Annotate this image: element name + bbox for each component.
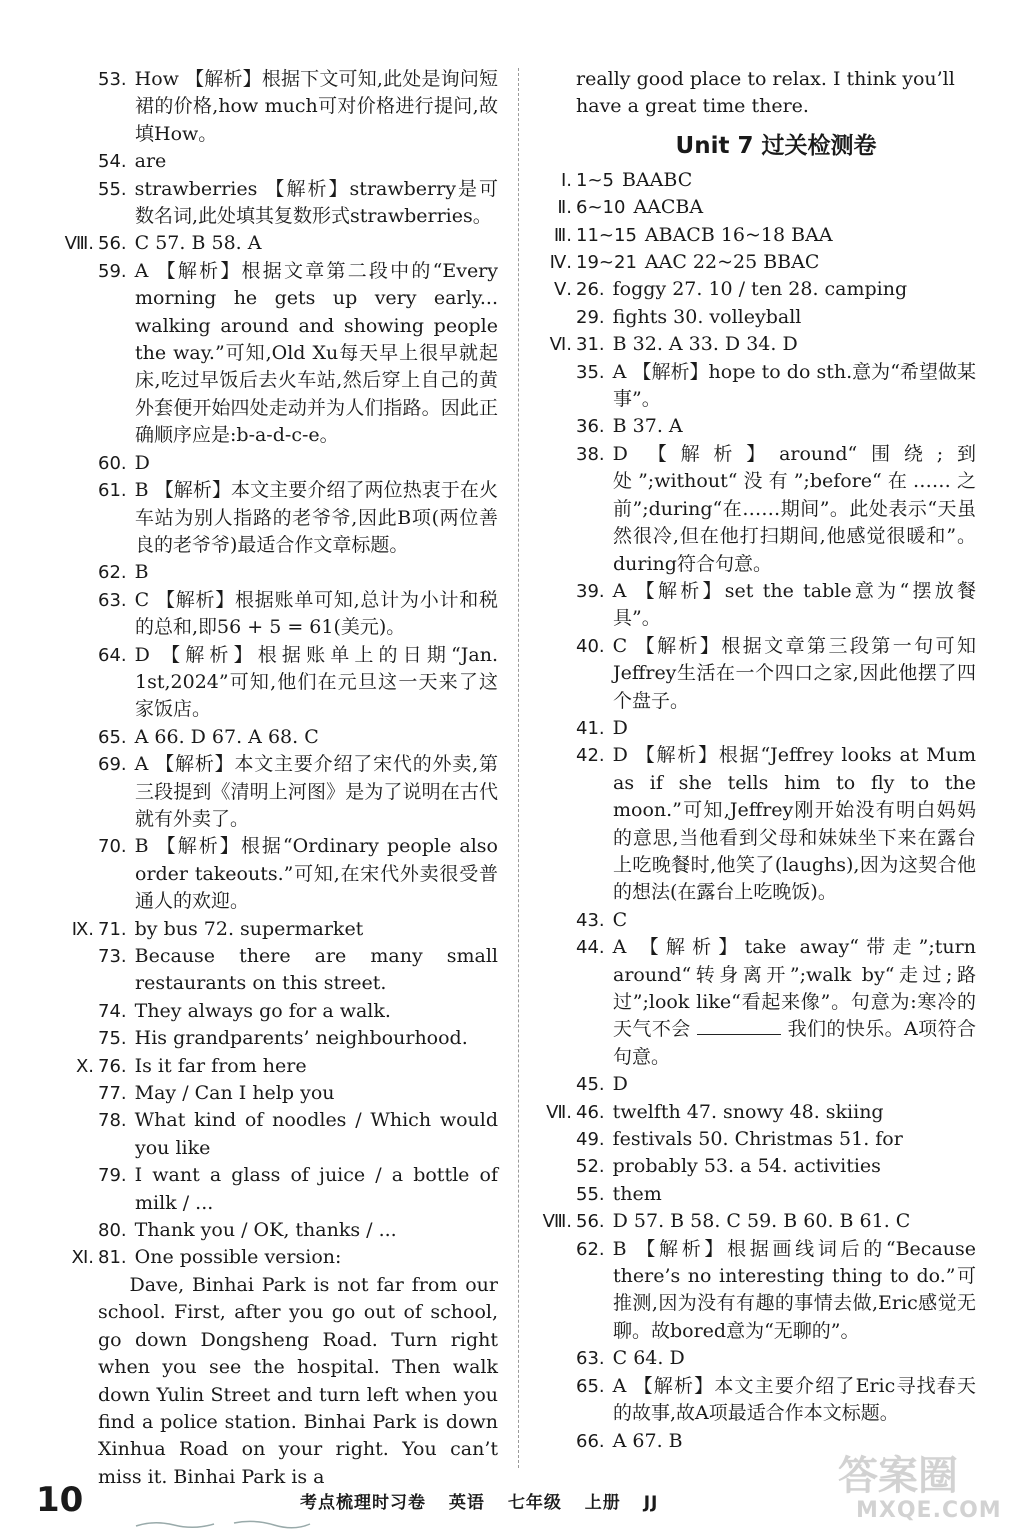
- section-numeral: Ⅺ.: [71, 1247, 94, 1269]
- footer-grade: 七年级: [507, 1493, 562, 1513]
- question-number: 56.: [98, 233, 127, 255]
- answer-entry: [576, 578, 976, 633]
- answer-text: AAC 22~25 BBAC: [644, 251, 820, 274]
- section-numeral: Ⅲ.: [553, 224, 572, 246]
- answer-entry: [576, 633, 976, 715]
- question-number: 46.: [576, 1101, 605, 1123]
- question-number: 11~15: [576, 224, 637, 246]
- answer-text: BAABC: [622, 168, 693, 191]
- section-numeral: Ⅳ.: [549, 252, 572, 274]
- answer-entry: [98, 148, 498, 175]
- answer-text: A 66. D 67. A 68. C: [134, 725, 319, 748]
- answer-content: [576, 1099, 976, 1126]
- question-number: 53.: [98, 69, 127, 90]
- answer-content: [98, 1217, 498, 1244]
- answer-entry: [576, 359, 976, 414]
- answer-content: [576, 1153, 976, 1180]
- question-number: 70.: [98, 836, 127, 858]
- answer-content: [576, 633, 976, 715]
- essay-text: Dave, Binhai Park is not far from our school. First, after you go out of school, go down Dongsheng Road. Turn right when you see the hospital. Then walk down Yulin Street and turn left when you find a police station. Binhai Park is down Xinhua Road on your right. You can’t miss it. Binhai Park is a: [98, 1273, 505, 1488]
- answer-text: A 67. B: [612, 1429, 683, 1452]
- answer-content: [576, 1236, 976, 1346]
- answer-content: [98, 230, 498, 257]
- answer-entry: [98, 66, 498, 148]
- answer-text: twelfth 47. snowy 48. skiing: [612, 1100, 884, 1123]
- question-number: 63.: [98, 589, 127, 611]
- answer-text: B 32. A 33. D 34. D: [612, 333, 798, 356]
- answer-text: A 【解析】本文主要介绍了宋代的外卖,第三段提到《清明上河图》是为了说明在古代就有外卖了。: [134, 753, 498, 830]
- column-divider: [518, 68, 519, 1468]
- question-number: 77.: [98, 1083, 127, 1105]
- question-number: 42.: [576, 745, 605, 767]
- answer-entry: [71, 916, 498, 943]
- answer-text: foggy 27. 10 / ten 28. camping: [612, 278, 908, 301]
- answer-text: D 【解析】根据“Jeffrey looks at Mum as if she tells him to fly to the moon.”可知,Jeffrey刚开始没有明白妈妈的意思,当他看到父母和妹妹坐下来在露台上吃晚餐时,他笑了(laughs),因为这契合他的想法(在露台上吃晚饭)。: [612, 744, 976, 904]
- section-numeral: Ⅵ.: [549, 334, 572, 356]
- answer-text: them: [612, 1182, 662, 1205]
- answer-content: [576, 167, 976, 194]
- footer-edition: JJ: [643, 1493, 659, 1513]
- unit-title: Unit 7 过关检测卷: [675, 132, 877, 159]
- watermark-url: MXQE.COM: [856, 1498, 1002, 1523]
- answer-content: [98, 1107, 498, 1162]
- question-number: 63.: [576, 1348, 605, 1370]
- answer-content: [576, 1428, 976, 1455]
- answer-entry: [576, 1181, 976, 1208]
- footer-subject: 英语: [448, 1493, 485, 1513]
- answer-entry: [549, 331, 976, 358]
- question-number: 40.: [576, 635, 605, 657]
- answer-content: [576, 742, 976, 906]
- answer-content: [98, 176, 498, 231]
- section-numeral: Ⅶ.: [546, 1101, 572, 1123]
- answer-entry: [560, 167, 976, 194]
- answer-content: [576, 715, 976, 742]
- page-number: 10: [36, 1480, 84, 1520]
- answer-text: C 【解析】根据文章第三段第一句可知Jeffrey生活在一个四口之家,因此他摆了四个盘子。: [612, 634, 976, 712]
- answer-text: D 57. B 58. C 59. B 60. B 61. C: [612, 1210, 911, 1233]
- answer-entry: [71, 1244, 498, 1271]
- question-number: 41.: [576, 717, 605, 739]
- question-number: 74.: [98, 1000, 127, 1022]
- question-number: 35.: [576, 361, 605, 383]
- question-number: 55.: [98, 178, 127, 200]
- answer-text: festivals 50. Christmas 51. for: [612, 1128, 903, 1151]
- answer-entry: [98, 943, 498, 998]
- answer-entry: [576, 1236, 976, 1346]
- answer-entry: [98, 477, 498, 559]
- answer-content: [576, 359, 976, 414]
- question-number: 43.: [576, 909, 605, 931]
- answer-content: [576, 194, 976, 221]
- answer-text: D: [612, 1073, 628, 1096]
- answer-text: C: [612, 908, 628, 931]
- footer-term: 上册: [584, 1493, 621, 1513]
- section-numeral: Ⅰ.: [560, 169, 572, 191]
- answer-text: A 【解析】set the table意为“摆放餐具”。: [612, 579, 976, 630]
- answer-content: [98, 1162, 498, 1217]
- question-number: 79.: [98, 1165, 127, 1187]
- answer-content: [98, 916, 498, 943]
- answer-content: [98, 1025, 498, 1052]
- answer-entry: [576, 715, 976, 742]
- answer-text: C 64. D: [612, 1347, 685, 1370]
- question-number: 29.: [576, 306, 605, 328]
- question-number: 80.: [98, 1220, 127, 1242]
- answer-content: [98, 559, 498, 586]
- answer-text: They always go for a walk.: [134, 999, 391, 1022]
- answer-entry: [576, 1373, 976, 1428]
- answer-entry: [98, 998, 498, 1025]
- question-number: 44.: [576, 937, 605, 959]
- answer-content: [576, 907, 976, 934]
- page-footer: [300, 1488, 674, 1513]
- answer-text: D 【解析】根据账单上的日期“Jan. 1st,2024”可知,他们在元旦这一天来了这家饭店。: [134, 643, 498, 721]
- question-number: 59.: [98, 260, 127, 282]
- answer-text: How 【解析】根据下文可知,此处是询问短裙的价格,how much可对价格进行提问,故填How。: [134, 68, 498, 145]
- answer-entry: [98, 1162, 498, 1217]
- question-number: 69.: [98, 754, 127, 776]
- answer-entry: [98, 450, 498, 477]
- answer-content: [576, 249, 976, 276]
- answer-entry: [549, 249, 976, 276]
- answer-entry: [98, 724, 498, 751]
- answer-content: [98, 66, 498, 148]
- question-number: 81.: [98, 1247, 127, 1269]
- answer-entry: [542, 1208, 976, 1235]
- answer-text: fights 30. volleyball: [612, 305, 802, 328]
- answer-entry: [98, 1080, 498, 1107]
- answer-content: [98, 642, 498, 724]
- watermark-text: 答案圈: [838, 1453, 958, 1499]
- answer-text: A 【解析】根据文章第二段中的“Every morning he gets up very early... walking around and showing people the way.”可知,Old Xu每天早上很早就起床,吃过早饭后去火车站,然后穿上自己的黄外套便开始四处走动并为人们指路。因此正确顺序应是:b-a-d-c-e。: [134, 259, 498, 447]
- answer-content: [98, 1080, 498, 1107]
- answer-content: [98, 1244, 498, 1271]
- right-answer-list: [542, 167, 976, 1455]
- answer-text: B 【解析】根据画线词后的“Because there’s no interesting thing to do.”可推测,因为没有有趣的事情去做,Eric感觉无聊。故bored意为“无聊的”。: [612, 1237, 976, 1342]
- answer-text: I want a glass of juice / a bottle of milk / ...: [134, 1164, 498, 1214]
- question-number: 62.: [98, 562, 127, 584]
- answer-text: Is it far from here: [134, 1054, 307, 1077]
- answer-entry: [75, 1053, 498, 1080]
- answer-text: ABACB 16~18 BAA: [644, 223, 833, 246]
- question-number: 6~10: [576, 197, 626, 219]
- question-number: 49.: [576, 1129, 605, 1151]
- answer-text: B 【解析】本文主要介绍了两位热衷于在火车站为别人指路的老爷爷,因此B项(两位善良的老爷爷)最适合作文章标题。: [134, 479, 498, 556]
- answer-entry: [576, 934, 976, 1071]
- question-number: 55.: [576, 1183, 605, 1205]
- section-numeral: Ⅱ.: [557, 197, 572, 219]
- answer-content: [576, 222, 976, 249]
- answer-text: D: [134, 451, 150, 474]
- right-column: [542, 66, 976, 1455]
- question-number: 78.: [98, 1110, 127, 1132]
- left-column: [64, 66, 505, 1491]
- question-number: 1~5: [576, 169, 614, 191]
- answer-content: [576, 1181, 976, 1208]
- answer-text: What kind of noodles / Which would you like: [134, 1109, 498, 1159]
- answer-entry: [98, 642, 498, 724]
- answer-entry: [98, 587, 498, 642]
- question-number: 76.: [98, 1055, 127, 1077]
- answer-content: [576, 1126, 976, 1153]
- answer-content: [98, 998, 498, 1025]
- answer-content: [576, 1345, 976, 1372]
- question-number: 36.: [576, 416, 605, 438]
- question-number: 52.: [576, 1156, 605, 1178]
- answer-content: [576, 578, 976, 633]
- answer-entry: [546, 1099, 976, 1126]
- answer-content: [98, 477, 498, 559]
- answer-entry: [576, 304, 976, 331]
- question-number: 19~21: [576, 252, 637, 274]
- answer-content: [98, 450, 498, 477]
- answer-text: B 37. A: [612, 415, 683, 438]
- question-number: 39.: [576, 580, 605, 602]
- answer-text: C 57. B 58. A: [134, 232, 262, 255]
- answer-entry: [576, 1126, 976, 1153]
- answer-text: by bus 72. supermarket: [134, 917, 364, 940]
- answer-entry: [553, 222, 976, 249]
- answer-text: May / Can I help you: [134, 1082, 335, 1105]
- answer-entry: [98, 1107, 498, 1162]
- answer-text: D: [612, 716, 628, 739]
- section-numeral: Ⅷ.: [542, 1211, 572, 1233]
- answer-entry: [576, 1153, 976, 1180]
- answer-content: [98, 1053, 498, 1080]
- section-numeral: Ⅷ.: [64, 233, 94, 255]
- essay-continuation: [576, 66, 976, 121]
- fill-blank: [697, 1018, 781, 1035]
- question-number: 73.: [98, 946, 127, 967]
- answer-entry: [98, 751, 498, 833]
- answer-content: [576, 1373, 976, 1428]
- answer-text: A 【解析】本文主要介绍了Eric寻找春天的故事,故A项最适合作本文标题。: [612, 1374, 976, 1425]
- answer-content: [576, 441, 976, 578]
- answer-text: A 【解析】take away“带走”;turn around“转身离开”;walk by“走过;路过”;look like“看起来像”。句意为:寒冷的天气不会: [612, 936, 976, 1041]
- answer-text: One possible version:: [134, 1246, 342, 1269]
- answer-text: A 【解析】hope to do sth.意为“希望做某事”。: [612, 360, 976, 411]
- answer-text: His grandparents’ neighbourhood.: [134, 1027, 468, 1050]
- answer-content: [98, 943, 498, 998]
- answer-content: [576, 413, 976, 440]
- question-number: 54.: [98, 151, 127, 173]
- answer-entry: [576, 1071, 976, 1098]
- answer-content: [98, 148, 498, 175]
- answer-content: [576, 1071, 976, 1098]
- answer-content: [576, 331, 976, 358]
- answer-content: [98, 751, 498, 833]
- section-numeral: Ⅹ.: [75, 1055, 94, 1077]
- answer-content: [576, 1208, 976, 1235]
- question-number: 45.: [576, 1074, 605, 1096]
- answer-entry: [98, 176, 498, 231]
- answer-entry: [576, 907, 976, 934]
- answer-entry: [98, 1025, 498, 1052]
- answer-entry: [576, 742, 976, 906]
- answer-text: strawberries 【解析】strawberry是可数名词,此处填其复数形式strawberries。: [134, 177, 498, 228]
- answer-entry: [64, 230, 498, 257]
- question-number: 65.: [98, 726, 127, 748]
- answer-entry: [553, 276, 976, 303]
- question-number: 66.: [576, 1430, 605, 1452]
- answer-entry: [557, 194, 976, 221]
- question-number: 64.: [98, 644, 127, 666]
- answer-entry: [98, 833, 498, 915]
- answer-text: Because there are many small restaurants on this street.: [134, 945, 498, 995]
- answer-text: B 【解析】根据“Ordinary people also order takeouts.”可知,在宋代外卖很受普通人的欢迎。: [134, 835, 498, 913]
- question-number: 62.: [576, 1238, 605, 1260]
- answer-content: [98, 724, 498, 751]
- question-number: 31.: [576, 334, 605, 356]
- answer-text: probably 53. a 54. activities: [612, 1155, 881, 1178]
- answer-entry: [576, 1345, 976, 1372]
- answer-entry: [576, 1428, 976, 1455]
- question-number: 65.: [576, 1375, 605, 1397]
- question-number: 60.: [98, 452, 127, 474]
- answer-content: [576, 304, 976, 331]
- answer-entry: [98, 1217, 498, 1244]
- question-number: 56.: [576, 1211, 605, 1233]
- answer-content: [98, 587, 498, 642]
- answer-text: are: [134, 150, 167, 173]
- answer-content: [98, 258, 498, 450]
- section-numeral: Ⅴ.: [553, 279, 572, 301]
- answer-entry: [98, 258, 498, 450]
- answer-text: C 【解析】根据账单可知,总计为小计和税的总和,即56 + 5 = 61(美元)。: [134, 588, 498, 639]
- answer-entry: [98, 559, 498, 586]
- answer-text: B: [134, 561, 149, 584]
- answer-content: [98, 833, 498, 915]
- section-numeral: Ⅸ.: [71, 918, 94, 940]
- question-number: 75.: [98, 1028, 127, 1050]
- question-number: 26.: [576, 279, 605, 301]
- scribble-mark: [134, 1516, 314, 1532]
- answer-entry: [576, 413, 976, 440]
- answer-text: Thank you / OK, thanks / ...: [134, 1219, 397, 1242]
- answer-text-cont: 我们的快乐。A项符合句意。: [613, 1018, 976, 1068]
- footer-book: 考点梳理时习卷: [300, 1493, 426, 1513]
- answer-text: D 【解析】around“围绕;到处”;without“没有”;before“在……之前”;during“在……期间”。此处表示“天虽然很冷,但在他打扫期间,他感觉很暖和”。during符合句意。: [612, 442, 976, 575]
- question-number: 38.: [576, 443, 605, 465]
- question-number: 61.: [98, 480, 127, 502]
- answer-entry: [576, 441, 976, 578]
- question-number: 71.: [98, 918, 127, 940]
- essay-text: really good place to relax. I think you’ll have a great time there.: [576, 68, 955, 118]
- answer-text: AACBA: [633, 196, 704, 219]
- answer-content: [576, 276, 976, 303]
- answer-content: [576, 934, 976, 1071]
